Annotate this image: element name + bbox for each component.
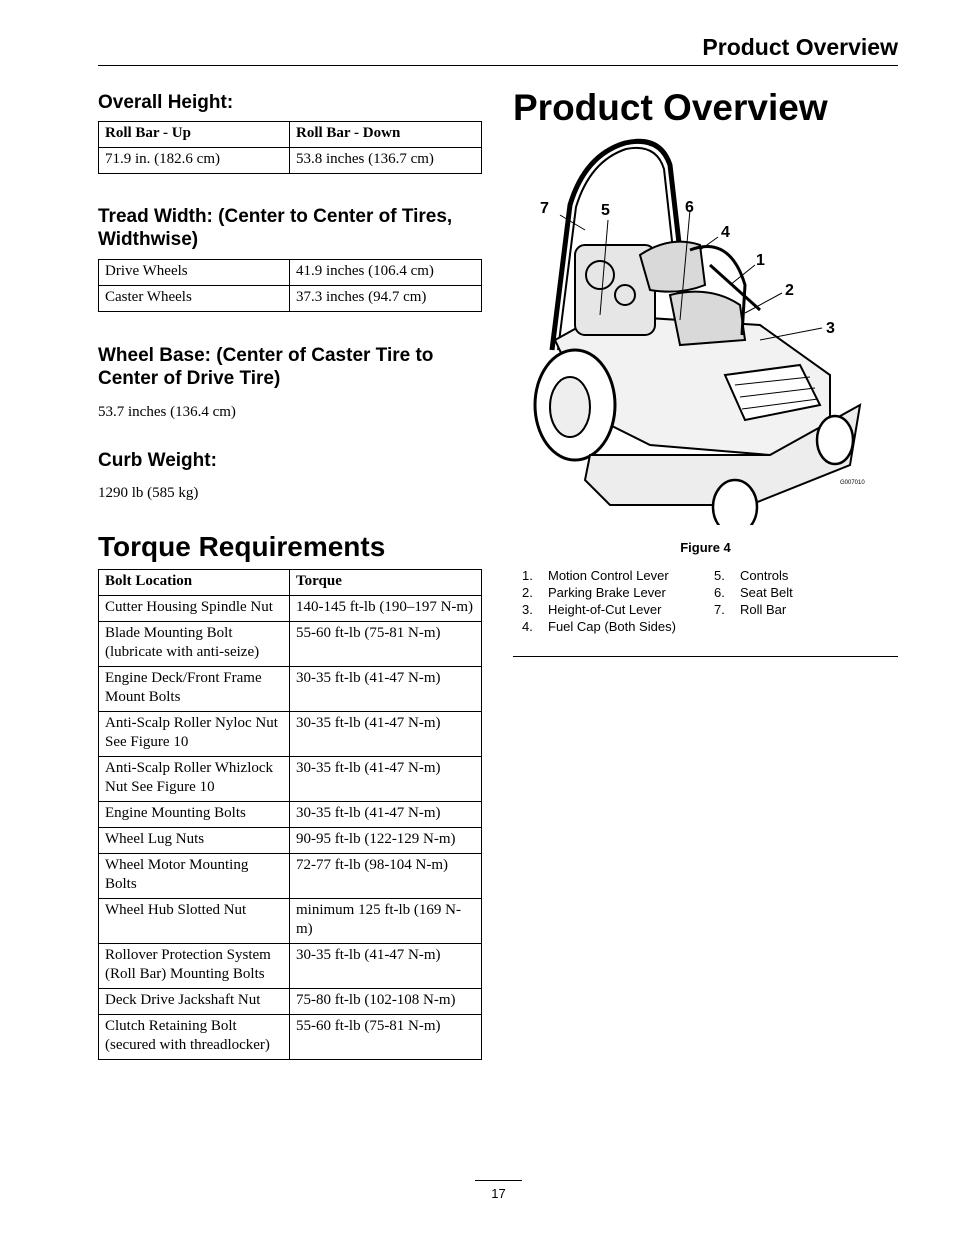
- table-cell: 30-35 ft-lb (41-47 N-m): [290, 757, 482, 802]
- table-cell: Anti-Scalp Roller Whizlock Nut See Figure 10: [99, 757, 290, 802]
- table-row: [99, 944, 482, 989]
- callout-7: 7: [540, 200, 549, 217]
- section-rule: [513, 656, 898, 657]
- callout-5: 5: [601, 202, 610, 219]
- curb-weight-heading: Curb Weight:: [98, 450, 217, 471]
- figure-caption: Figure 4: [680, 540, 731, 555]
- callout-6: 6: [685, 199, 694, 216]
- footer-rule: [475, 1180, 522, 1181]
- figure-legend-right: [714, 567, 793, 618]
- table-cell: 30-35 ft-lb (41-47 N-m): [290, 667, 482, 712]
- table-cell: Wheel Motor Mounting Bolts: [99, 854, 290, 899]
- table-cell: minimum 125 ft-lb (169 N-m): [290, 899, 482, 944]
- table-cell: 55-60 ft-lb (75-81 N-m): [290, 1015, 482, 1060]
- table-row: [99, 802, 482, 828]
- curb-weight-value: 1290 lb (585 kg): [98, 485, 199, 501]
- callout-2: 2: [785, 282, 794, 299]
- caster-wheel-shape: [713, 480, 757, 525]
- product-overview-heading: Product Overview: [513, 87, 828, 128]
- table-cell: 140-145 ft-lb (190–197 N-m): [290, 596, 482, 622]
- table-row: [99, 148, 482, 174]
- page-number: 17: [491, 1186, 506, 1201]
- legend-item: 6. Seat Belt: [714, 585, 793, 600]
- callout-3: 3: [826, 320, 835, 337]
- table-cell: Wheel Hub Slotted Nut: [99, 899, 290, 944]
- overall-height-heading: Overall Height:: [98, 92, 234, 113]
- table-cell: 30-35 ft-lb (41-47 N-m): [290, 712, 482, 757]
- table-cell: 30-35 ft-lb (41-47 N-m): [290, 944, 482, 989]
- mower-illustration: [530, 135, 875, 525]
- torque-table: [98, 569, 482, 1060]
- table-cell: 37.3 inches (94.7 cm): [290, 286, 482, 312]
- table-cell: Wheel Lug Nuts: [99, 828, 290, 854]
- table-cell: 41.9 inches (106.4 cm): [290, 260, 482, 286]
- table-cell: Cutter Housing Spindle Nut: [99, 596, 290, 622]
- table-row: [99, 667, 482, 712]
- legend-item: 2. Parking Brake Lever: [522, 585, 666, 600]
- overall-height-section: [98, 91, 482, 114]
- table-row: [99, 712, 482, 757]
- table-cell: 53.8 inches (136.7 cm): [290, 148, 482, 174]
- callout-1: 1: [756, 252, 765, 269]
- torque-requirements-heading: Torque Requirements: [98, 531, 386, 562]
- table-cell: 90-95 ft-lb (122-129 N-m): [290, 828, 482, 854]
- table-cell: Engine Deck/Front Frame Mount Bolts: [99, 667, 290, 712]
- legend-item: 4. Fuel Cap (Both Sides): [522, 619, 676, 634]
- legend-item: 7. Roll Bar: [714, 602, 787, 617]
- table-row: [99, 1015, 482, 1060]
- table-row: [99, 989, 482, 1015]
- table-cell: Clutch Retaining Bolt (secured with threadlocker): [99, 1015, 290, 1060]
- table-cell: 72-77 ft-lb (98-104 N-m): [290, 854, 482, 899]
- table-cell: Anti-Scalp Roller Nyloc Nut See Figure 10: [99, 712, 290, 757]
- legend-item: 1. Motion Control Lever: [522, 568, 669, 583]
- figure-legend-left: [522, 567, 676, 635]
- table-cell: 71.9 in. (182.6 cm): [99, 148, 290, 174]
- table-row: [99, 854, 482, 899]
- table-row: [99, 828, 482, 854]
- table-cell: 30-35 ft-lb (41-47 N-m): [290, 802, 482, 828]
- wheel-base-value: 53.7 inches (136.4 cm): [98, 404, 236, 420]
- table-header-cell: Torque: [290, 570, 482, 596]
- table-row: [99, 260, 482, 286]
- table-cell: Rollover Protection System (Roll Bar) Mounting Bolts: [99, 944, 290, 989]
- table-row: [99, 596, 482, 622]
- table-row: [99, 757, 482, 802]
- table-cell: Deck Drive Jackshaft Nut: [99, 989, 290, 1015]
- wheel-base-heading: Wheel Base: (Center of Caster Tire to Center of Drive Tire): [98, 345, 434, 389]
- callout-4: 4: [721, 224, 730, 241]
- table-header-cell: Roll Bar - Down: [290, 122, 482, 148]
- table-row: [99, 286, 482, 312]
- table-header-cell: Bolt Location: [99, 570, 290, 596]
- table-cell: 75-80 ft-lb (102-108 N-m): [290, 989, 482, 1015]
- table-row: [99, 622, 482, 667]
- table-header-cell: Roll Bar - Up: [99, 122, 290, 148]
- table-cell: 55-60 ft-lb (75-81 N-m): [290, 622, 482, 667]
- table-cell: Caster Wheels: [99, 286, 290, 312]
- table-cell: Engine Mounting Bolts: [99, 802, 290, 828]
- table-row: [99, 899, 482, 944]
- tread-width-heading: Tread Width: (Center to Center of Tires, Widthwise): [98, 206, 453, 250]
- legend-item: 5. Controls: [714, 568, 789, 583]
- legend-item: 3. Height-of-Cut Lever: [522, 602, 662, 617]
- table-cell: Blade Mounting Bolt (lubricate with anti-seize): [99, 622, 290, 667]
- running-header-title: Product Overview: [702, 34, 898, 60]
- tread-width-table: [98, 259, 482, 312]
- table-cell: Drive Wheels: [99, 260, 290, 286]
- running-header: [98, 34, 898, 66]
- figure-code: G007010: [840, 480, 865, 486]
- overall-height-table: [98, 121, 482, 174]
